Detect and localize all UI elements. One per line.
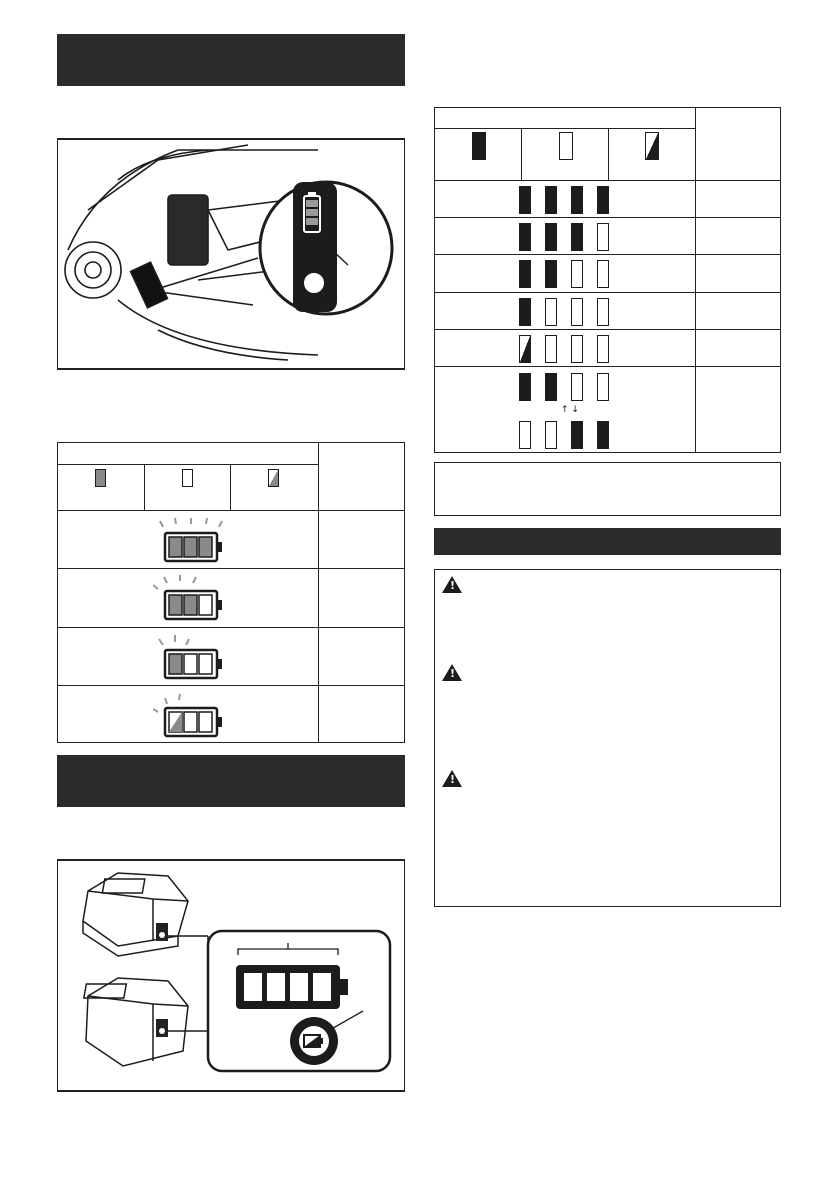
legend-black-lit-segment: [472, 132, 486, 160]
tool-illustration-frame: [57, 138, 405, 370]
tool-row-4-battery: [153, 692, 233, 740]
section-heading-band-3: [434, 528, 781, 555]
battery-cartridge-indicator-illustration: [58, 861, 404, 1090]
cartridge-row-2: [519, 223, 619, 251]
battery-illustration-frame: [57, 859, 405, 1092]
warning-panel: [434, 569, 781, 907]
tool-row-3-battery: [153, 634, 233, 682]
cartridge-row-6-bottom: [519, 421, 619, 449]
cartridge-row-4: [519, 298, 619, 326]
tool-row-2-battery: [153, 575, 233, 623]
cartridge-row-3: [519, 260, 619, 288]
cartridge-row-1: [519, 186, 619, 214]
tool-remaining-battery-indicator-illustration: [58, 140, 404, 368]
caution-icon: [442, 664, 462, 681]
caution-icon: [442, 770, 462, 787]
cartridge-row-5: [519, 335, 619, 363]
cartridge-indicator-table: [434, 107, 781, 453]
tool-indicator-table: [57, 442, 405, 743]
legend-unlit-segment: [182, 469, 193, 487]
section-heading-band-1: [57, 34, 405, 86]
section-heading-band-2: [57, 755, 405, 807]
legend-blinking-segment: [645, 132, 659, 160]
cartridge-row-6-top: [519, 373, 619, 401]
legend-blinking-segment: [268, 469, 279, 487]
caution-icon: [442, 576, 462, 593]
tool-row-1-battery: [153, 517, 233, 565]
legend-gray-lit-segment: [95, 469, 106, 487]
legend-unlit-segment: [559, 132, 573, 160]
alternating-arrows: ↑ ↓: [561, 405, 579, 415]
note-box: [434, 462, 781, 516]
